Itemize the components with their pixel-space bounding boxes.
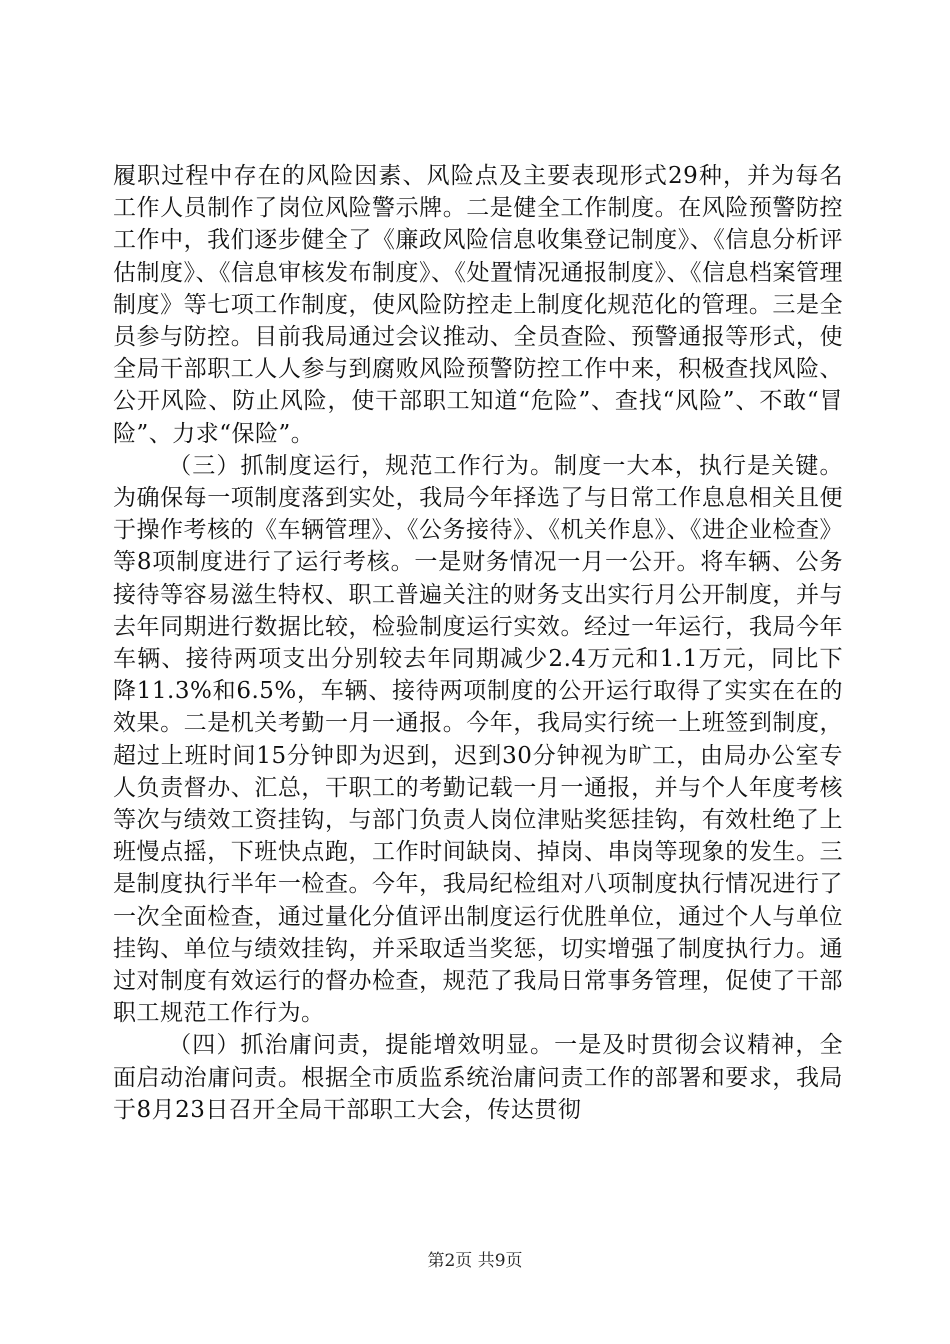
paragraph-2: （三）抓制度运行，规范工作行为。制度一大本，执行是关键。为确保每一项制度落到实处，我局今年择选了与日常工作息息相关且便于操作考核的《车辆管理》、《公务接待》、《机关作息》、《进企业检查》等8项制度进行了运行考核。一是财务情况一月一公开。将车辆、公务接待等容易滋生特权、职工普遍关注的财务支出实行月公开制度，并与去年同期进行数据比较，检验制度运行实效。经过一年运行，我局今年车辆、接待两项支出分别较去年同期减少2.4万元和1.1万元，同比下降11.3%和6.5%，车辆、接待两项制度的公开运行取得了实实在在的效果。二是机关考勤一月一通报。今年，我局实行统一上班签到制度，超过上班时间15分钟即为迟到，迟到30分钟视为旷工，由局办公室专人负责督办、汇总，干职工的考勤记载一月一通报，并与个人年度考核等次与绩效工资挂钩，与部门负责人岗位津贴奖惩挂钩，有效杜绝了上班慢点摇，下班快点跑，工作时间缺岗、掉岗、串岗等现象的发生。三是制度执行半年一检查。今年，我局纪检组对八项制度执行情况进行了一次全面检查，通过量化分值评出制度运行优胜单位，通过个人与单位挂钩、单位与绩效挂钩，并采取适当奖惩，切实增强了制度执行力。通过对制度有效运行的督办检查，规范了我局日常事务管理，促使了干部职工规范工作行为。 [113, 452, 843, 1027]
page-number-label: 第2页 共9页 [427, 1251, 523, 1271]
document-body [113, 160, 843, 1126]
paragraph-3: （四）抓治庸问责，提能增效明显。一是及时贯彻会议精神，全面启动治庸问责。根据全市质监系统治庸问责工作的部署和要求，我局于8月23日召开全局干部职工大会，传达贯彻 [113, 1032, 843, 1123]
page-footer [0, 1250, 950, 1272]
paragraph-1: 履职过程中存在的风险因素、风险点及主要表现形式29种，并为每名工作人员制作了岗位风险警示牌。二是健全工作制度。在风险预警防控工作中，我们逐步健全了《廉政风险信息收集登记制度》、《信息分析评估制度》、《信息审核发布制度》、《处置情况通报制度》、《信息档案管理制度》等七项工作制度，使风险防控走上制度化规范化的管理。三是全员参与防控。目前我局通过会议推动、全员查险、预警通报等形式，使全局干部职工人人参与到腐败风险预警防控工作中来，积极查找风险、公开风险、防止风险，使干部职工知道“危险”、查找“风险”、不敢“冒险”、力求“保险”。 [113, 163, 843, 447]
